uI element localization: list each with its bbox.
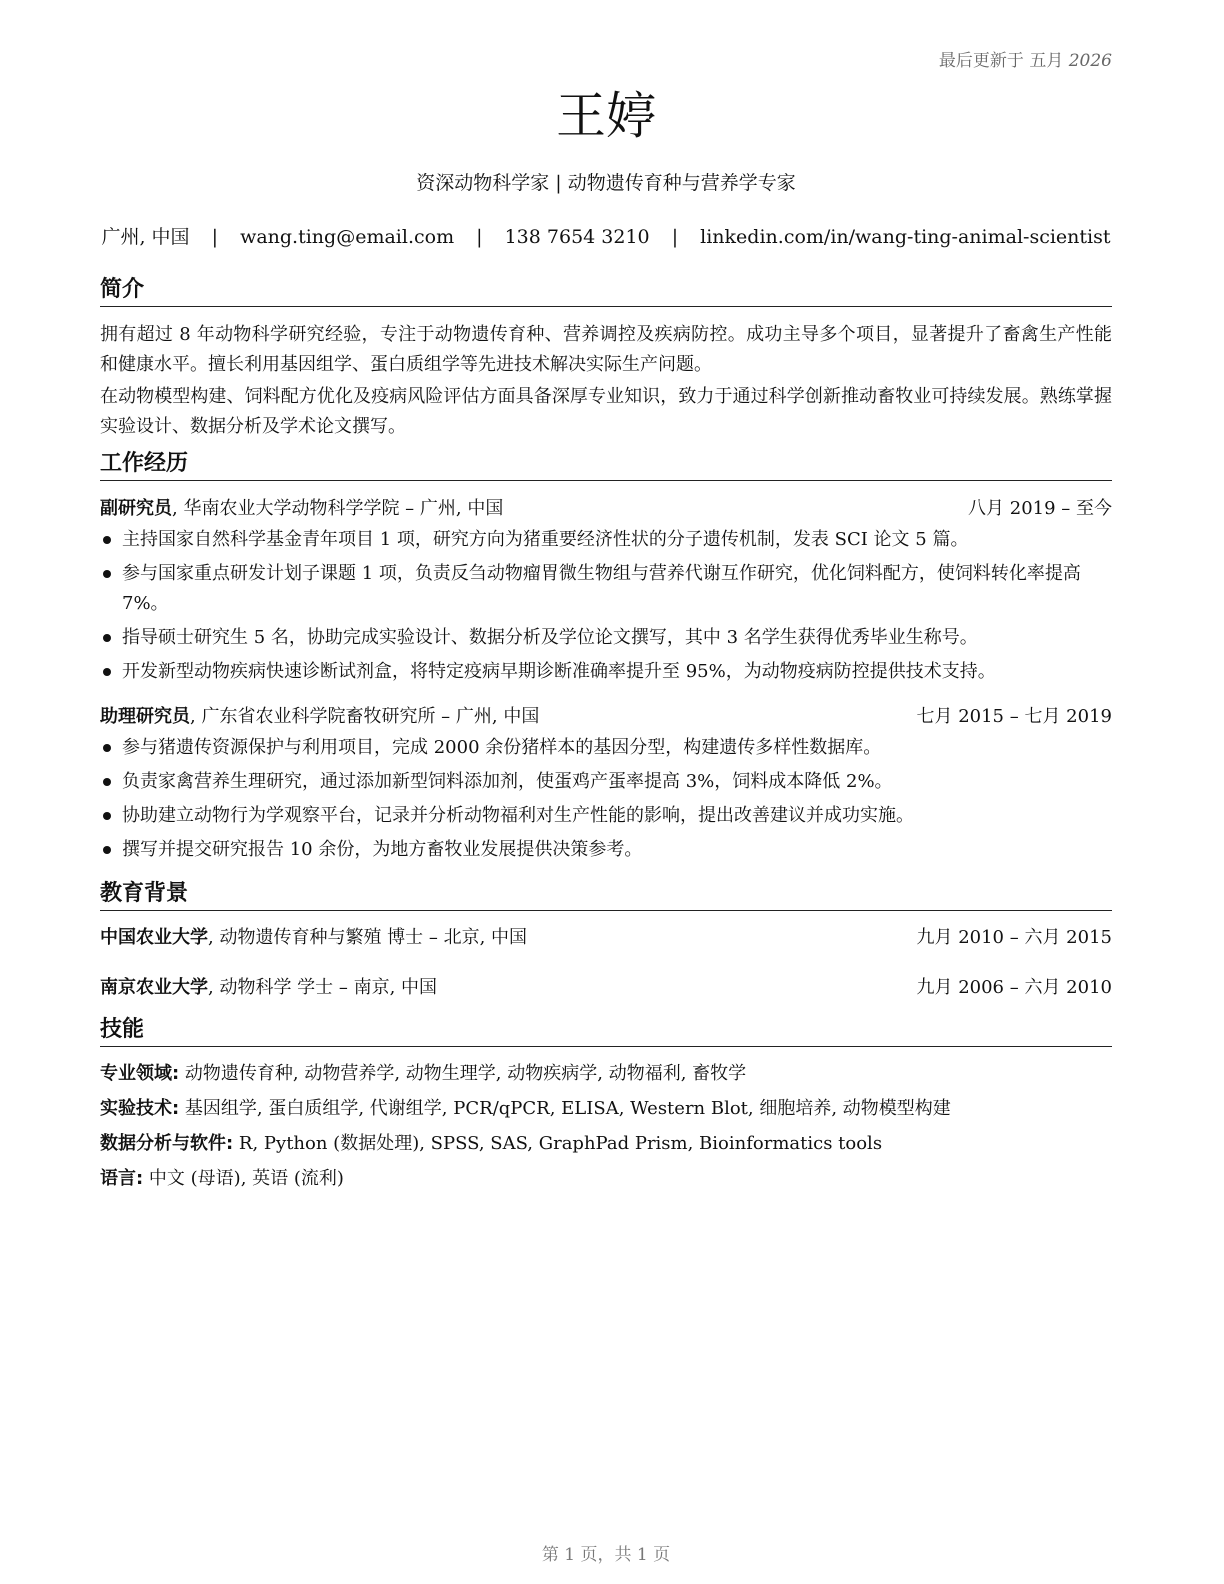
section-title-skills: 技能 — [100, 1016, 1112, 1047]
job-role: 副研究员 — [100, 498, 172, 519]
education-school: 中国农业大学 — [100, 927, 208, 948]
skill-line — [100, 1166, 1112, 1192]
contact-phone[interactable]: 138 7654 3210 — [504, 226, 650, 248]
summary-paragraph: 拥有超过 8 年动物科学研究经验，专注于动物遗传育种、营养调控及疾病防控。成功主导多个项目，显著提升了畜禽生产性能和健康水平。擅长利用基因组学、蛋白质组学等先进技术解决实际生产问题。 — [100, 324, 1112, 375]
page-footer: 第 1 页，共 1 页 — [541, 1545, 671, 1565]
job-bullet: 负责家禽营养生理研究，通过添加新型饲料添加剂，使蛋鸡产蛋率提高 3%，饲料成本降低 2%。 — [100, 767, 1112, 797]
candidate-name: 王婷 — [556, 87, 656, 145]
skill-label: 语言: — [100, 1168, 144, 1189]
skill-value: R, Python (数据处理), SPSS, SAS, GraphPad Prism, Bioinformatics tools — [233, 1133, 883, 1154]
job-bullet: 协助建立动物行为学观察平台，记录并分析动物福利对生产性能的影响，提出改善建议并成功实施。 — [100, 801, 1112, 831]
skill-line — [100, 1096, 1112, 1122]
skill-value: 基因组学, 蛋白质组学, 代谢组学, PCR/qPCR, ELISA, Western Blot, 细胞培养, 动物模型构建 — [179, 1098, 951, 1119]
job-bullet: 撰写并提交研究报告 10 余份，为地方畜牧业发展提供决策参考。 — [100, 835, 1112, 865]
job-dates: 七月 2015 – 七月 2019 — [916, 706, 1112, 727]
skill-value: 中文 (母语), 英语 (流利) — [143, 1168, 344, 1189]
job-role: 助理研究员 — [100, 706, 190, 727]
job-org: , 华南农业大学动物科学学院 – 广州, 中国 — [172, 498, 504, 519]
skill-line — [100, 1131, 1112, 1157]
summary-paragraph: 在动物模型构建、饲料配方优化及疫病风险评估方面具备深厚专业知识，致力于通过科学创新推动畜牧业可持续发展。熟练掌握实验设计、数据分析及学术论文撰写。 — [100, 386, 1112, 437]
contact-separator: | — [211, 226, 219, 248]
job-bullet: 参与国家重点研发计划子课题 1 项，负责反刍动物瘤胃微生物组与营养代谢互作研究，优化饲料配方，使饲料转化率提高 7%。 — [100, 559, 1112, 619]
contact-location: 广州, 中国 — [101, 226, 190, 248]
education-dates: 九月 2006 – 六月 2010 — [916, 977, 1112, 998]
section-title-experience: 工作经历 — [100, 450, 1112, 481]
last-updated-prefix: 最后更新于 五月 — [938, 51, 1064, 71]
education-detail: , 动物遗传育种与繁殖 博士 – 北京, 中国 — [208, 927, 528, 948]
skill-value: 动物遗传育种, 动物营养学, 动物生理学, 动物疾病学, 动物福利, 畜牧学 — [179, 1063, 747, 1084]
job-bullet: 主持国家自然科学基金青年项目 1 项，研究方向为猪重要经济性状的分子遗传机制，发表 SCI 论文 5 篇。 — [100, 525, 1112, 555]
section-title-summary: 简介 — [100, 276, 1112, 307]
job-bullet: 开发新型动物疾病快速诊断试剂盒，将特定疫病早期诊断准确率提升至 95%，为动物疫病防控提供技术支持。 — [100, 657, 1112, 687]
headline: 资深动物科学家 | 动物遗传育种与营养学专家 — [416, 172, 796, 194]
job-org: , 广东省农业科学院畜牧研究所 – 广州, 中国 — [190, 706, 540, 727]
contact-email[interactable]: wang.ting@email.com — [240, 226, 455, 248]
skill-line — [100, 1061, 1112, 1087]
section-title-education: 教育背景 — [100, 880, 1112, 911]
education-school: 南京农业大学 — [100, 977, 208, 998]
contact-separator: | — [476, 226, 483, 248]
education-detail: , 动物科学 学士 – 南京, 中国 — [208, 977, 438, 998]
skill-label: 专业领域: — [100, 1063, 180, 1084]
job-bullet: 指导硕士研究生 5 名，协助完成实验设计、数据分析及学位论文撰写，其中 3 名学生获得优秀毕业生称号。 — [100, 623, 1112, 653]
job-dates: 八月 2019 – 至今 — [968, 498, 1112, 519]
contact-linkedin[interactable]: linkedin.com/in/wang-ting-animal-scientist — [700, 226, 1111, 248]
job-bullet: 参与猪遗传资源保护与利用项目，完成 2000 余份猪样本的基因分型，构建遗传多样性数据库。 — [100, 733, 1112, 763]
last-updated-year: 2026 — [1068, 51, 1112, 71]
education-dates: 九月 2010 – 六月 2015 — [916, 927, 1112, 948]
contact-line — [100, 224, 1112, 250]
job-bullets — [100, 733, 1112, 869]
skill-label: 数据分析与软件: — [100, 1133, 234, 1154]
resume-page — [100, 40, 1112, 1565]
skill-label: 实验技术: — [100, 1098, 180, 1119]
contact-separator: | — [671, 226, 679, 248]
job-bullets — [100, 525, 1112, 691]
last-updated — [939, 46, 1112, 71]
